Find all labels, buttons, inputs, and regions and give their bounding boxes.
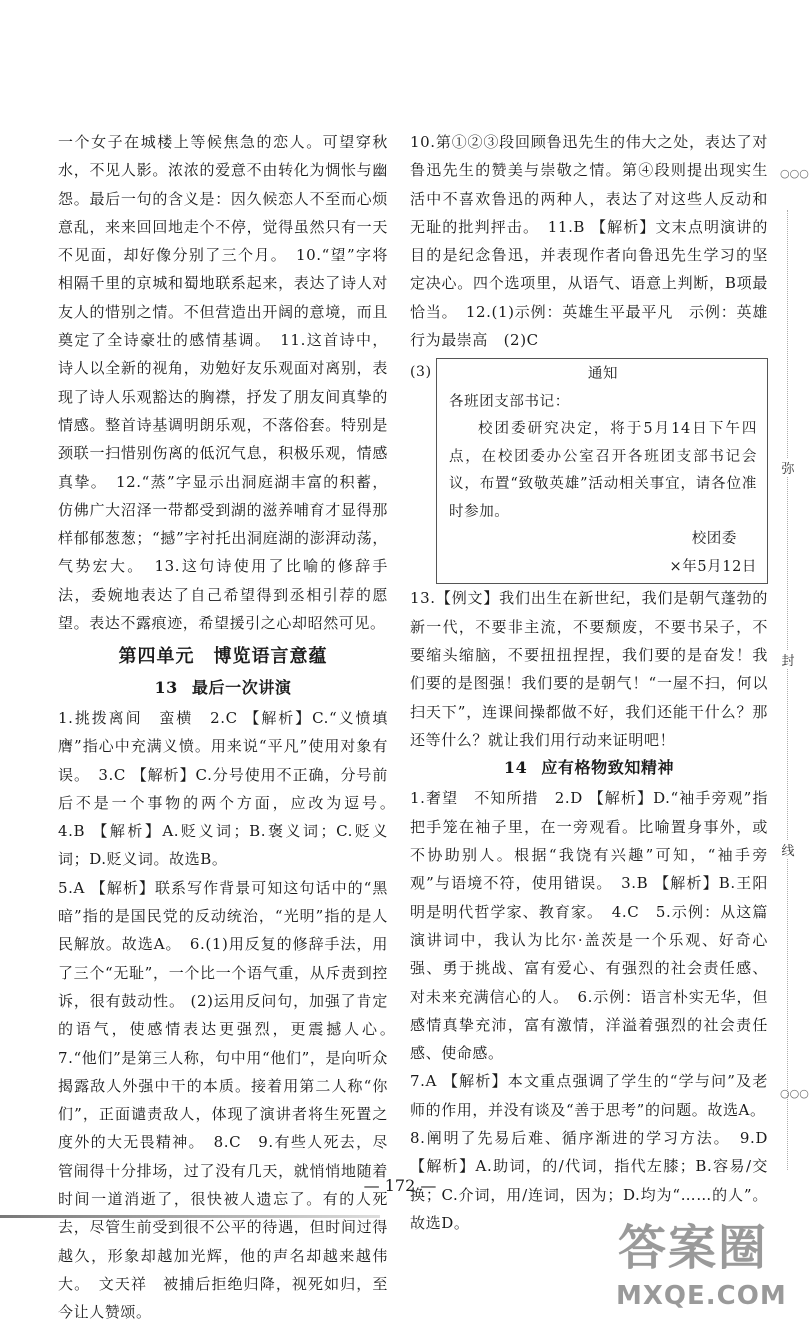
watermark-logo: 答案圈 [618,1220,769,1276]
lesson-heading [410,754,768,782]
watermark [560,1218,790,1330]
answer-paragraph: 1.奢望 不知所措 2.D 【解析】D.“袖手旁观”指把手笼在袖子里，在一旁观看。比喻置身事外，或不协助别人。根据“我饶有兴趣”可知，“袖手旁观”与语境不符，使用错误。 3.B 【解析】B.王阳明是明代哲学家、教育家。 4.C 5.示例：从这篇演讲词中，我认为比尔·盖茨是一个乐观、好奇心强、勇于挑战、富有爱心、有强烈的社会责任感、对未来充满信心的人。 6.示例：语言朴实无华，但感情真挚充沛，富有激情，洋溢着强烈的社会责任感、使命感。 [410,789,768,1063]
notice-signature: 校团委 [691,531,737,548]
watermark-url: MXQE.COM [616,1281,787,1311]
lesson-heading [58,674,388,702]
binding-mark-char: 线 [779,840,797,859]
unit-heading: 第四单元 博览语言意蕴 [118,646,328,668]
notice-box [436,358,768,584]
notice-block [410,358,768,584]
binding-mark-char: 弥 [779,458,797,477]
bottom-circles-icon: ○○○ [780,1087,809,1100]
top-circles-icon: ○○○ [780,167,809,180]
answer-paragraph: 8.阐明了先易后难、循序渐进的学习方法。 9.D 【解析】A.助词，的/代词，指代左膝；B.容易/交换；C.介词，用/连词，因为；D.均为“……的人”。故选D。 [410,1129,768,1232]
lesson-number: 14 [503,758,528,778]
lesson-title: 应有格物致知精神 [541,758,675,778]
notice-date: ×年5月12日 [669,558,757,575]
notice-salutation: 各班团支部书记： [449,393,570,410]
answer-paragraph: 10.第①②③段回顾鲁迅先生的伟大之处，表达了对鲁迅先生的赞美与崇敬之情。第④段则提出现实生活中不喜欢鲁迅的两种人，表达了对这些人反动和无耻的批判抨击。 11.B 【解析】文末点明演讲的目的是纪念鲁迅，并表现作者向鲁迅先生学习的坚定决心。四个选项里，从语气、语意上判断，B项最恰当。 12.(1)示例：英雄生平最平凡 示例：英雄行为最崇高 (2)C [410,133,768,350]
page-number: — 172 — [363,1176,437,1195]
answer-paragraph: 13.【例文】我们出生在新世纪，我们是朝气蓬勃的新一代，不要非主流，不要颓废，不要书呆子，不要缩头缩脑，不要扭扭捏捏，我们要的是奋发！我们要的是图强！我们要的是朝气！“一屋不扫，何以扫天下”，连课间操都做不好，我们还能干什么？那还等什么？就让我们用行动来证明吧！ [410,589,768,749]
answer-paragraph: 1.挑拨离间 蛮横 2.C 【解析】C.“义愤填膺”指心中充满义愤。用来说“平凡”使用对象有误。 3.C 【解析】C.分号使用不正确，分号前后不是一个事物的两个方面，应改为逗号。 4.B 【解析】A.贬义词；B.褒义词；C.贬义词；D.贬义词。故选B。 [58,708,404,869]
answer-paragraph: 7.A 【解析】本文重点强调了学生的“学与问”及老师的作用，并没有谈及“善于思考”的问题。故选A。 [410,1072,768,1119]
notice-title: 通知 [587,366,619,383]
notice-body: 校团委研究决定，将于5月14日下午四点，在校团委办公室召开各班团支部书记会议，布置“致敬英雄”活动相关事宜，请各位准时参加。 [449,421,757,520]
right-column [410,128,768,1237]
answer-paragraph: 5.A 【解析】联系写作背景可知这句话中的“黑暗”指的是国民党的反动统治，“光明”指的是人民解放。故选A。 6.(1)用反复的修辞手法，用了三个“无耻”，一个比一个语气重，从斥责到控诉，很有鼓动性。 (2)运用反问句，加强了肯定的语气，使感情表达更强烈，更震撼人心。 7.“他们”是第三人称，句中用“他们”，是向听众揭露敌人外强中干的本质。接着用第二人称“你们”，正面谴责敌人，体现了演讲者将生死置之度外的大无畏精神。 8.C 9.有些人死去，尽管闹得十分排场，过了没有几天，就悄悄地随着时间一道消逝了，很快被人遗忘了。有的人死去，尽管生前受到很不公平的待遇，但时间过得越久，形象却越加光辉，他的声名却越来越伟大。 文天祥 被捕后拒绝归降，视死如归，至今让人赞颂。 [58,878,404,1322]
answer-paragraph: 一个女子在城楼上等候焦急的恋人。可望穿秋水，不见人影。浓浓的爱意不由转化为惆怅与幽怨。最后一句的含义是：因久候恋人不至而心烦意乱，来来回回地走个不停，觉得虽然只有一天不见面，却好像分别了三个月。 10.“望”字将相隔千里的京城和蜀地联系起来，表达了诗人对友人的惜别之情。不但营造出开阔的意境，而且奠定了全诗豪壮的感情基调。 11.这首诗中，诗人以全新的视角，劝勉好友乐观面对离别，表现了诗人乐观豁达的胸襟，抒发了朋友间真挚的情感。整首诗基调明朗乐观，不落俗套。特别是颈联一扫惜别伤离的低沉气息，积极乐观，情感真挚。 12.“蒸”字显示出洞庭湖丰富的积蓄，仿佛广大沼泽一带都受到湖的滋养哺育才显得那样郁郁葱葱；“撼”字衬托出洞庭湖的澎湃动荡，气势宏大。 13.这句诗使用了比喻的修辞手法，委婉地表达了自己希望得到丞相引荐的愿望。表达不露痕迹，希望援引之心却昭然可见。 [58,133,388,633]
bottom-rule [0,1215,380,1218]
lesson-title: 最后一次讲演 [191,677,292,697]
lesson-number: 13 [154,677,178,697]
notice-marker: (3) [410,364,432,381]
binding-mark-char: 封 [779,650,797,669]
binding-dotted-line [787,210,788,1170]
